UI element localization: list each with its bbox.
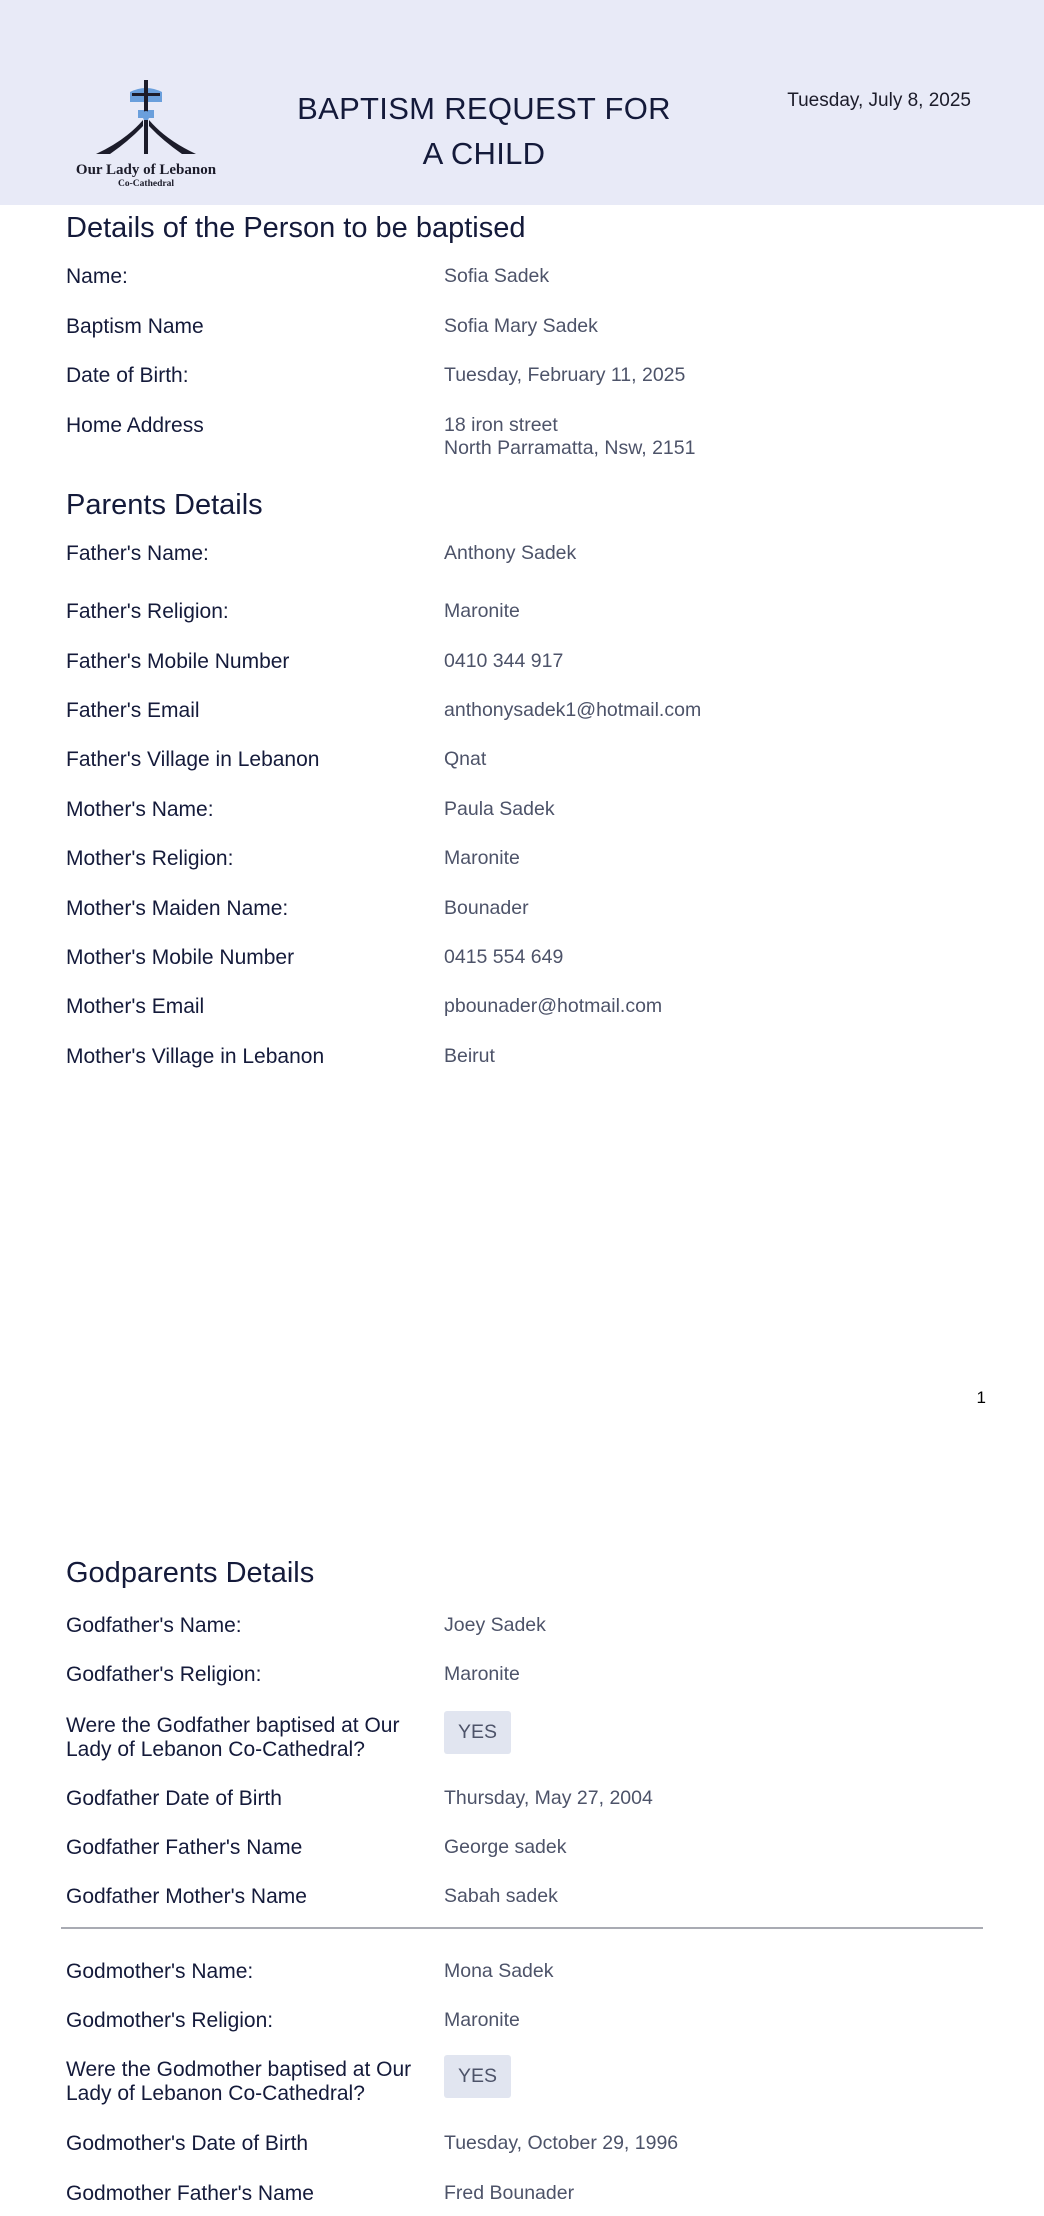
field-label: Father's Religion: <box>66 600 229 623</box>
yes-badge: YES <box>444 2055 511 2098</box>
field-value: Maronite <box>444 2009 520 2031</box>
field-label: Godmother Father's Name <box>66 2182 314 2205</box>
field-value: Bounader <box>444 897 529 919</box>
yes-badge: YES <box>444 1711 511 1754</box>
field-value: 0415 554 649 <box>444 946 564 968</box>
field-value: Mona Sadek <box>444 1960 554 1982</box>
field-value: Sofia Sadek <box>444 265 550 287</box>
logo-subtitle: Co-Cathedral <box>118 179 174 189</box>
page-header <box>0 0 1044 205</box>
field-label: Mother's Name: <box>66 798 214 821</box>
field-value: Tuesday, October 29, 1996 <box>444 2132 679 2154</box>
field-label: Godfather Father's Name <box>66 1836 303 1859</box>
address-line-2: North Parramatta, Nsw, 2151 <box>444 437 696 459</box>
field-value: 0410 344 917 <box>444 650 564 672</box>
label-line-1: Were the Godfather baptised at Our <box>66 1714 400 1737</box>
field-value: anthonysadek1@hotmail.com <box>444 699 702 721</box>
address-line-1: 18 iron street <box>444 414 558 436</box>
field-label: Father's Mobile Number <box>66 650 290 673</box>
field-value: Anthony Sadek <box>444 542 577 564</box>
field-value: Maronite <box>444 847 520 869</box>
field-label: Date of Birth: <box>66 364 189 387</box>
field-value <box>444 1714 964 1757</box>
field-label: Name: <box>66 265 128 288</box>
field-label: Mother's Village in Lebanon <box>66 1045 325 1068</box>
label-line-1: Were the Godmother baptised at Our <box>66 2058 412 2081</box>
godparents-divider <box>61 1927 983 1929</box>
parents-section-heading: Parents Details <box>66 489 263 521</box>
field-value: Fred Bounader <box>444 2182 575 2204</box>
field-value <box>444 2058 964 2101</box>
label-line-2: Lady of Lebanon Co-Cathedral? <box>66 1738 365 1761</box>
field-value: pbounader@hotmail.com <box>444 995 663 1017</box>
page-title <box>284 86 684 176</box>
field-value: Joey Sadek <box>444 1614 546 1636</box>
page-number: 1 <box>976 1388 986 1407</box>
field-label: Mother's Maiden Name: <box>66 897 289 920</box>
field-value: Thursday, May 27, 2004 <box>444 1787 653 1809</box>
field-value: Paula Sadek <box>444 798 555 820</box>
person-section-heading: Details of the Person to be baptised <box>66 212 526 244</box>
field-label: Godfather's Religion: <box>66 1663 262 1686</box>
field-label: Father's Email <box>66 699 200 722</box>
cathedral-cross-icon <box>86 80 206 160</box>
field-label: Mother's Mobile Number <box>66 946 295 969</box>
field-label: Father's Name: <box>66 542 209 565</box>
field-value: Sofia Mary Sadek <box>444 315 598 337</box>
field-label: Father's Village in Lebanon <box>66 748 320 771</box>
field-label: Godmother's Date of Birth <box>66 2132 309 2155</box>
field-label: Godfather's Name: <box>66 1614 242 1637</box>
label-line-2: Lady of Lebanon Co-Cathedral? <box>66 2082 365 2105</box>
field-label <box>66 1714 426 1762</box>
field-value: Beirut <box>444 1045 495 1067</box>
field-label: Godfather Date of Birth <box>66 1787 282 1810</box>
title-line-2: A CHILD <box>422 136 546 171</box>
field-value: Maronite <box>444 1663 520 1685</box>
field-label: Godfather Mother's Name <box>66 1885 307 1908</box>
field-label: Godmother's Name: <box>66 1960 254 1983</box>
godparents-section-heading: Godparents Details <box>66 1557 315 1589</box>
field-label: Mother's Religion: <box>66 847 234 870</box>
request-date: Tuesday, July 8, 2025 <box>787 90 971 111</box>
title-line-1: BAPTISM REQUEST FOR <box>297 91 671 126</box>
field-label: Godmother's Religion: <box>66 2009 274 2032</box>
field-label: Mother's Email <box>66 995 205 1018</box>
logo-name: Our Lady of Lebanon <box>75 162 217 178</box>
field-value: Tuesday, February 11, 2025 <box>444 364 686 386</box>
field-value: Maronite <box>444 600 520 622</box>
field-value <box>444 414 964 460</box>
cathedral-logo <box>66 80 226 198</box>
field-value: Qnat <box>444 748 487 770</box>
field-label: Baptism Name <box>66 315 204 338</box>
field-label <box>66 2058 426 2106</box>
field-value: Sabah sadek <box>444 1885 558 1907</box>
field-label: Home Address <box>66 414 204 437</box>
field-value: George sadek <box>444 1836 567 1858</box>
